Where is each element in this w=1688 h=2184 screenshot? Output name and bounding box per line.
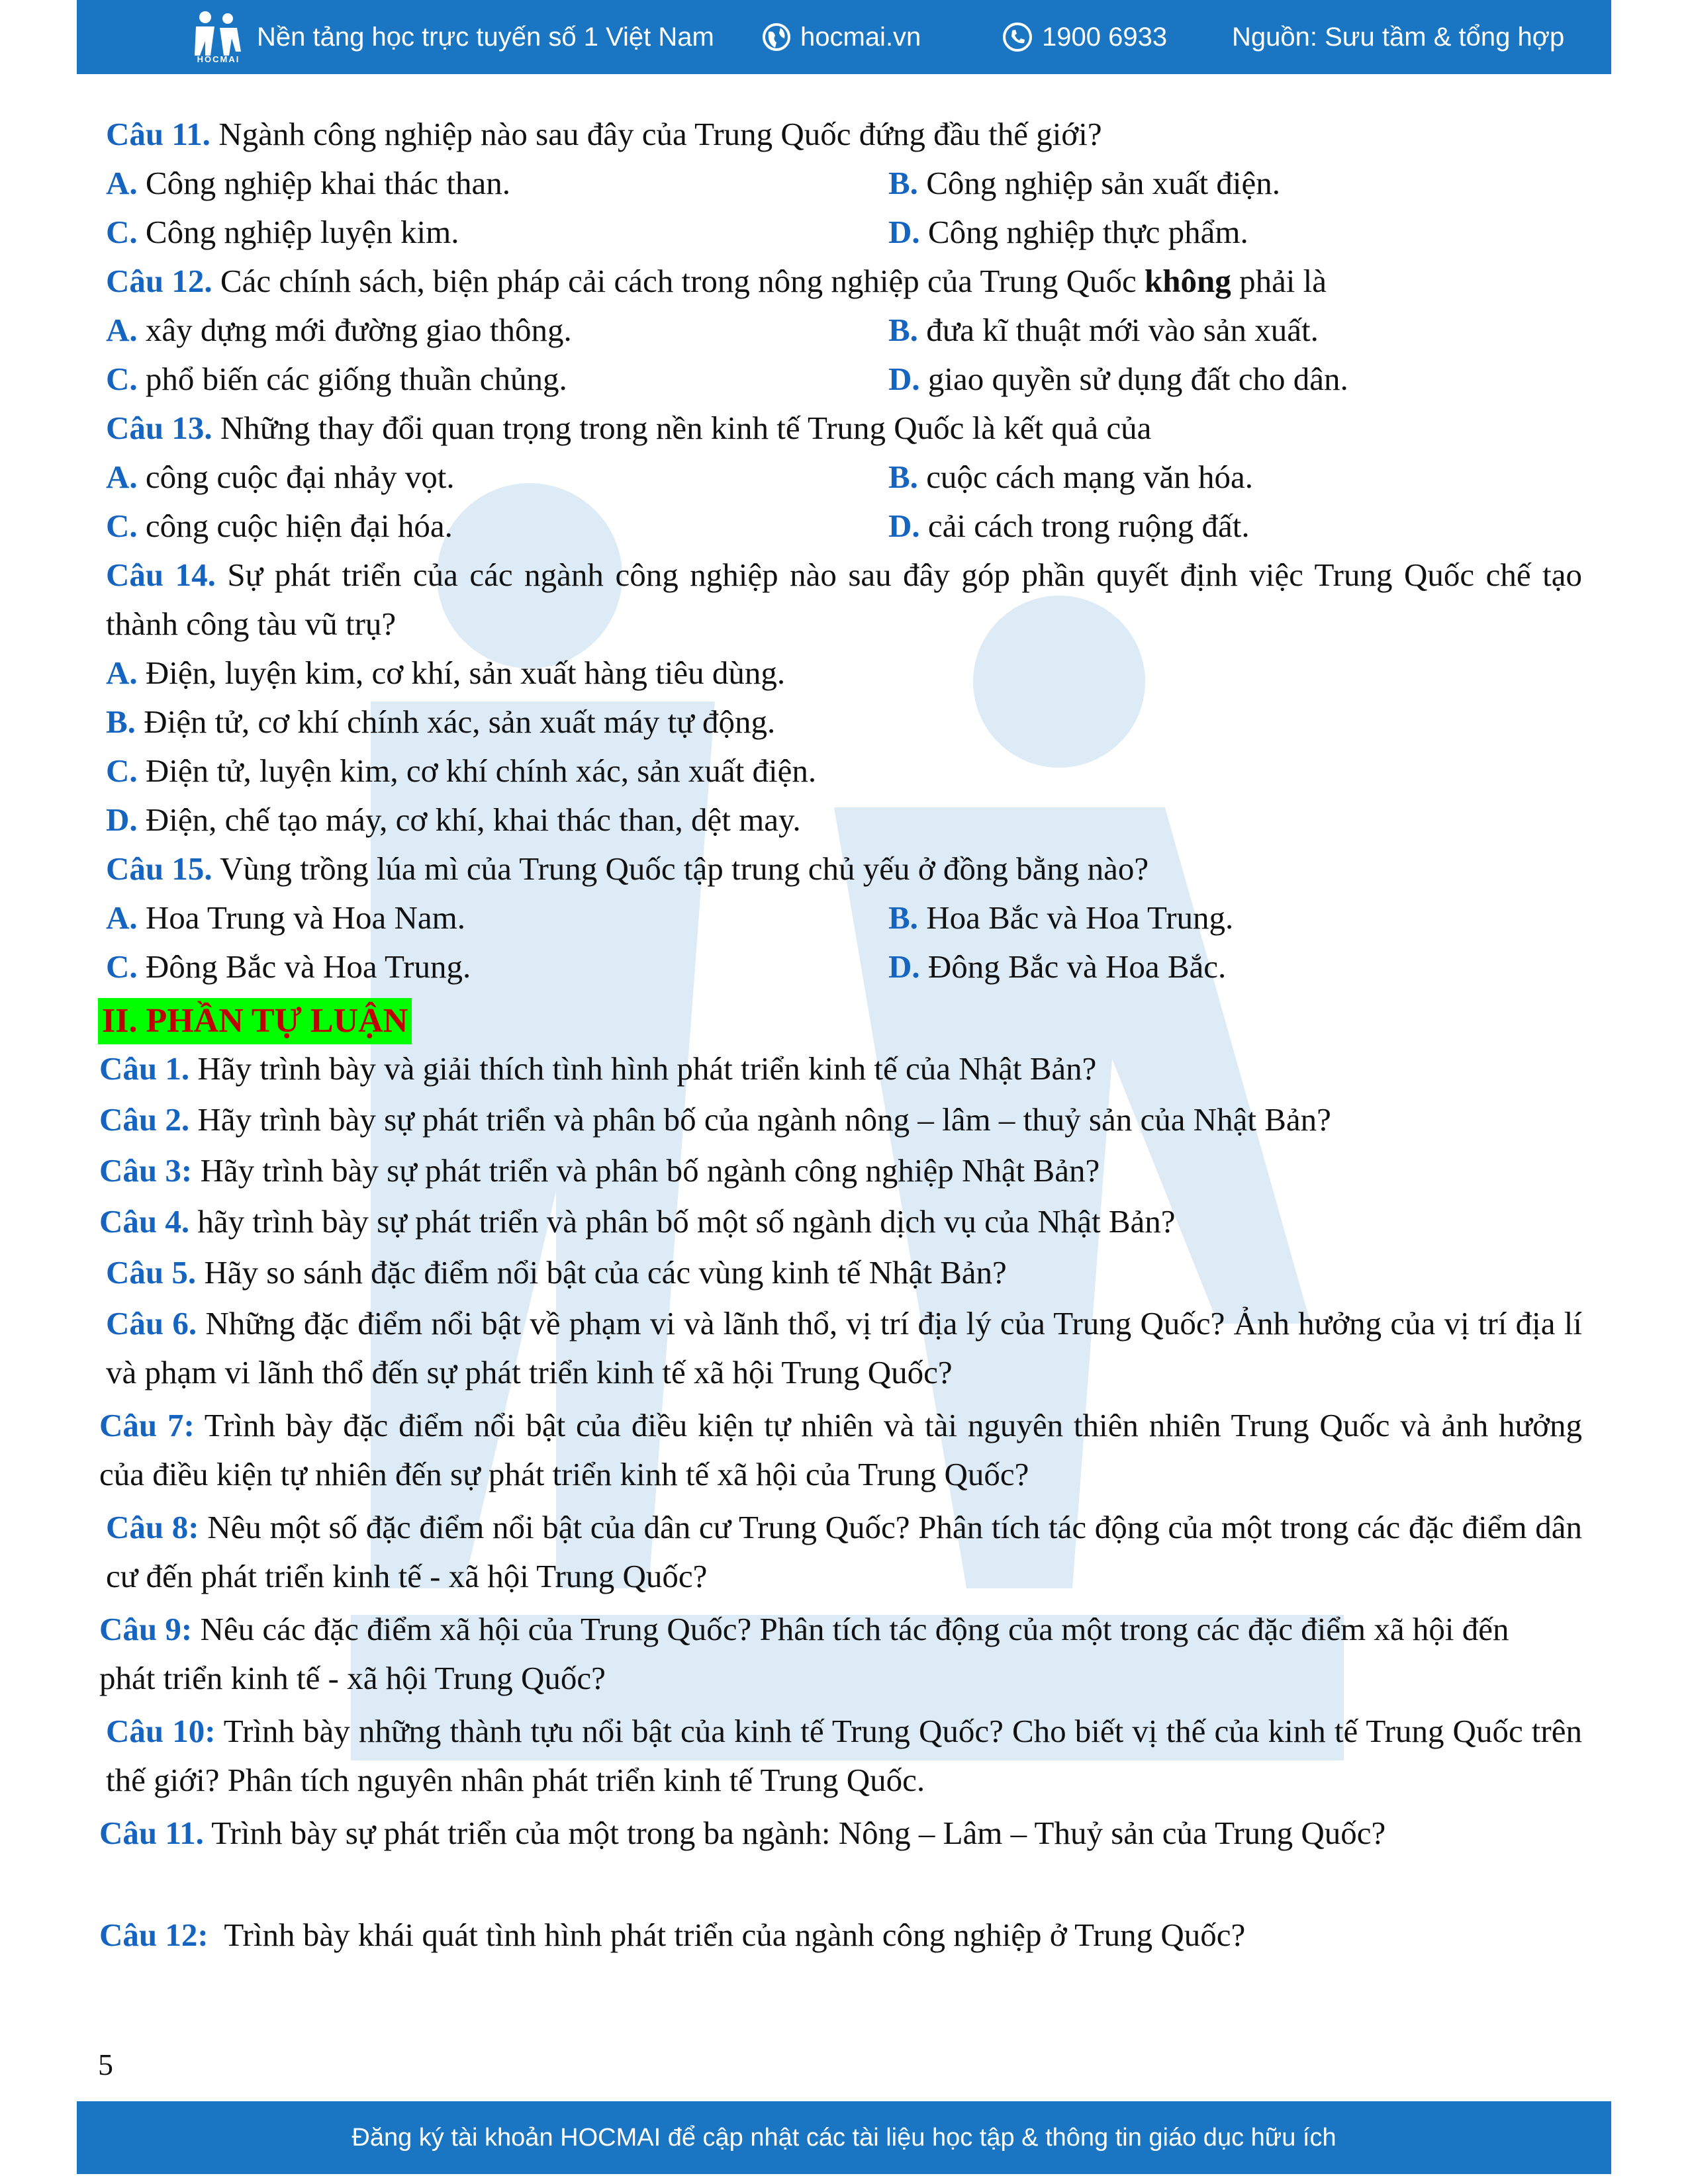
option-label: B. — [888, 899, 918, 936]
footer-text: Đăng ký tài khoản HOCMAI để cập nhật các tài liệu học tập & thông tin giáo dục hữu ích — [352, 2123, 1336, 2152]
essay-question-4 — [99, 1197, 1575, 1246]
question-text-end: phải là — [1231, 263, 1327, 299]
option-label: C. — [106, 752, 138, 789]
phone-text: 1900 6933 — [1042, 22, 1168, 52]
question-label: Câu 15. — [106, 850, 212, 887]
option-label: D. — [106, 801, 138, 838]
option-label: D. — [888, 214, 920, 250]
essay-question-6 — [106, 1299, 1582, 1397]
question-text: Ngành công nghiệp nào sau đây của Trung Quốc đứng đầu thế giới? — [210, 116, 1102, 152]
option-c — [106, 747, 816, 796]
phone-icon — [1002, 22, 1033, 52]
option-c — [106, 942, 471, 991]
option-label: D. — [888, 361, 920, 397]
question-text: Trình bày khái quát tình hình phát triển của ngành công nghiệp ở Trung Quốc? — [208, 1917, 1246, 1953]
question-text: Hãy trình bày sự phát triển và phân bố của ngành nông – lâm – thuỷ sản của Nhật Bản? — [189, 1101, 1331, 1138]
option-b — [888, 453, 1253, 502]
option-text: đưa kĩ thuật mới vào sản xuất. — [917, 312, 1319, 348]
question-text: Sự phát triển của các ngành công nghiệp nào sau đây góp phần quyết định việc Trung Quốc chế tạo thành công tàu vũ trụ? — [106, 557, 1582, 642]
option-text: phổ biến các giống thuần chủng. — [137, 361, 567, 397]
option-a — [106, 453, 455, 502]
question-text: Hãy trình bày sự phát triển và phân bố ngành công nghiệp Nhật Bản? — [192, 1152, 1100, 1189]
essay-question-10 — [106, 1707, 1582, 1805]
question-text: Hãy so sánh đặc điểm nổi bật của các vùng kinh tế Nhật Bản? — [196, 1254, 1007, 1291]
question-label: Câu 13. — [106, 410, 212, 446]
header-website-link[interactable] — [762, 0, 921, 74]
question-label: Câu 14. — [106, 557, 216, 593]
option-b — [888, 893, 1233, 942]
option-label: A. — [106, 165, 138, 201]
header-phone-link[interactable] — [1002, 0, 1167, 74]
option-d — [888, 208, 1248, 257]
question-text: Nêu một số đặc điểm nổi bật của dân cư Trung Quốc? Phân tích tác động của một trong các đặc điểm dân cư đến phát triển kinh tế - xã hội Trung Quốc? — [106, 1509, 1582, 1594]
option-text: giao quyền sử dụng đất cho dân. — [919, 361, 1348, 397]
option-label: C. — [106, 361, 138, 397]
question-label: Câu 7: — [99, 1407, 195, 1443]
essay-question-9 — [99, 1605, 1523, 1703]
option-text: Công nghiệp thực phẩm. — [919, 214, 1248, 250]
option-text: cuộc cách mạng văn hóa. — [917, 459, 1254, 495]
option-text: Hoa Trung và Hoa Nam. — [137, 899, 466, 936]
question-label: Câu 9: — [99, 1611, 193, 1647]
essay-question-3 — [99, 1146, 1575, 1195]
question-label: Câu 2. — [99, 1101, 190, 1138]
option-a — [106, 159, 510, 208]
essay-question-11 — [99, 1809, 1523, 1858]
mcq-question-14 — [106, 551, 1582, 649]
option-a — [106, 893, 465, 942]
question-text: Các chính sách, biện pháp cải cách trong nông nghiệp của Trung Quốc — [212, 263, 1145, 299]
option-label: D. — [888, 948, 920, 985]
question-text: Vùng trồng lúa mì của Trung Quốc tập trung chủ yếu ở đồng bằng nào? — [212, 850, 1149, 887]
mcq-question-11 — [106, 110, 1582, 159]
header-tagline: Nền tảng học trực tuyến số 1 Việt Nam — [257, 22, 714, 52]
question-label: Câu 12: — [99, 1917, 209, 1953]
question-label: Câu 10: — [106, 1713, 216, 1749]
header-bar — [77, 0, 1611, 74]
option-b — [106, 698, 775, 747]
option-text: Điện, chế tạo máy, cơ khí, khai thác than, dệt may. — [137, 801, 801, 838]
option-text: Đông Bắc và Hoa Trung. — [137, 948, 471, 985]
option-label: A. — [106, 459, 138, 495]
footer-bar — [77, 2101, 1611, 2174]
essay-question-5 — [106, 1248, 1582, 1297]
essay-question-7 — [99, 1401, 1582, 1499]
option-label: B. — [888, 459, 918, 495]
option-d — [888, 502, 1250, 551]
option-a — [106, 649, 785, 698]
question-text: Trình bày đặc điểm nổi bật của điều kiện tự nhiên và tài nguyên thiên nhiên Trung Quốc và ảnh hưởng của điều kiện tự nhiên đến sự phát triển kinh tế xã hội của Trung Quốc? — [99, 1407, 1582, 1492]
option-label: B. — [106, 704, 136, 740]
question-text: hãy trình bày sự phát triển và phân bố một số ngành dịch vụ của Nhật Bản? — [189, 1203, 1176, 1240]
question-label: Câu 11. — [99, 1815, 204, 1851]
question-text: Trình bày sự phát triển của một trong ba ngành: Nông – Lâm – Thuỷ sản của Trung Quốc? — [203, 1815, 1386, 1851]
option-text: Công nghiệp sản xuất điện. — [917, 165, 1281, 201]
option-label: B. — [888, 312, 918, 348]
header-source: Nguồn: Sưu tầm & tổng hợp — [1232, 22, 1565, 52]
essay-question-8 — [106, 1503, 1582, 1601]
option-text: Công nghiệp luyện kim. — [137, 214, 459, 250]
mcq-question-15 — [106, 844, 1582, 893]
option-text: Điện, luyện kim, cơ khí, sản xuất hàng tiêu dùng. — [137, 655, 786, 691]
question-label: Câu 5. — [106, 1254, 197, 1291]
option-a — [106, 306, 572, 355]
option-text: Công nghiệp khai thác than. — [137, 165, 511, 201]
mcq-question-12 — [106, 257, 1582, 306]
option-label: A. — [106, 655, 138, 691]
option-c — [106, 355, 567, 404]
option-label: C. — [106, 948, 138, 985]
option-text: công cuộc hiện đại hóa. — [137, 508, 453, 544]
question-label: Câu 8: — [106, 1509, 199, 1545]
option-label: C. — [106, 508, 138, 544]
question-text: Trình bày những thành tựu nổi bật của kinh tế Trung Quốc? Cho biết vị thế của kinh tế Trung Quốc trên thế giới? Phân tích nguyên nhân phát triển kinh tế Trung Quốc. — [106, 1713, 1582, 1798]
option-label: D. — [888, 508, 920, 544]
question-text: Những thay đổi quan trọng trong nền kinh tế Trung Quốc là kết quả của — [212, 410, 1152, 446]
option-d — [888, 942, 1226, 991]
option-text: cải cách trong ruộng đất. — [919, 508, 1250, 544]
option-d — [888, 355, 1348, 404]
option-text: Hoa Bắc và Hoa Trung. — [917, 899, 1234, 936]
option-label: A. — [106, 899, 138, 936]
logo-wordmark: HOCMAI — [197, 54, 240, 64]
option-text: Đông Bắc và Hoa Bắc. — [919, 948, 1227, 985]
question-label: Câu 6. — [106, 1305, 197, 1342]
question-label: Câu 12. — [106, 263, 212, 299]
option-text: xây dựng mới đường giao thông. — [137, 312, 572, 348]
option-c — [106, 208, 459, 257]
option-b — [888, 306, 1319, 355]
website-text: hocmai.vn — [800, 22, 921, 52]
question-text: Hãy trình bày và giải thích tình hình phát triển kinh tế của Nhật Bản? — [189, 1050, 1097, 1087]
question-label: Câu 11. — [106, 116, 211, 152]
question-label: Câu 3: — [99, 1152, 193, 1189]
essay-question-2 — [99, 1095, 1575, 1144]
option-text: công cuộc đại nhảy vọt. — [137, 459, 455, 495]
option-label: B. — [888, 165, 918, 201]
option-d — [106, 796, 801, 844]
option-b — [888, 159, 1280, 208]
option-label: C. — [106, 214, 138, 250]
option-text: Điện tử, luyện kim, cơ khí chính xác, sản xuất điện. — [137, 752, 817, 789]
question-text: Những đặc điểm nổi bật về phạm vi và lãnh thổ, vị trí địa lý của Trung Quốc? Ảnh hưởng của vị trí địa lí và phạm vi lãnh thổ đến sự phát triển kinh tế xã hội Trung Quốc? — [106, 1305, 1582, 1390]
section-heading: II. PHẦN TỰ LUẬN — [98, 998, 412, 1044]
essay-question-1 — [99, 1044, 1575, 1093]
essay-question-12 — [99, 1911, 1575, 1960]
option-text: Điện tử, cơ khí chính xác, sản xuất máy tự động. — [135, 704, 776, 740]
option-c — [106, 502, 453, 551]
globe-icon — [762, 23, 791, 52]
question-label: Câu 1. — [99, 1050, 190, 1087]
question-text: Nêu các đặc điểm xã hội của Trung Quốc? Phân tích tác động của một trong các đặc điểm xã hội đến phát triển kinh tế - xã hội Trung Quốc? — [99, 1611, 1509, 1696]
option-label: A. — [106, 312, 138, 348]
mcq-question-13 — [106, 404, 1582, 453]
question-emphasis: không — [1145, 263, 1231, 299]
question-label: Câu 4. — [99, 1203, 190, 1240]
page-number: 5 — [98, 2048, 113, 2081]
